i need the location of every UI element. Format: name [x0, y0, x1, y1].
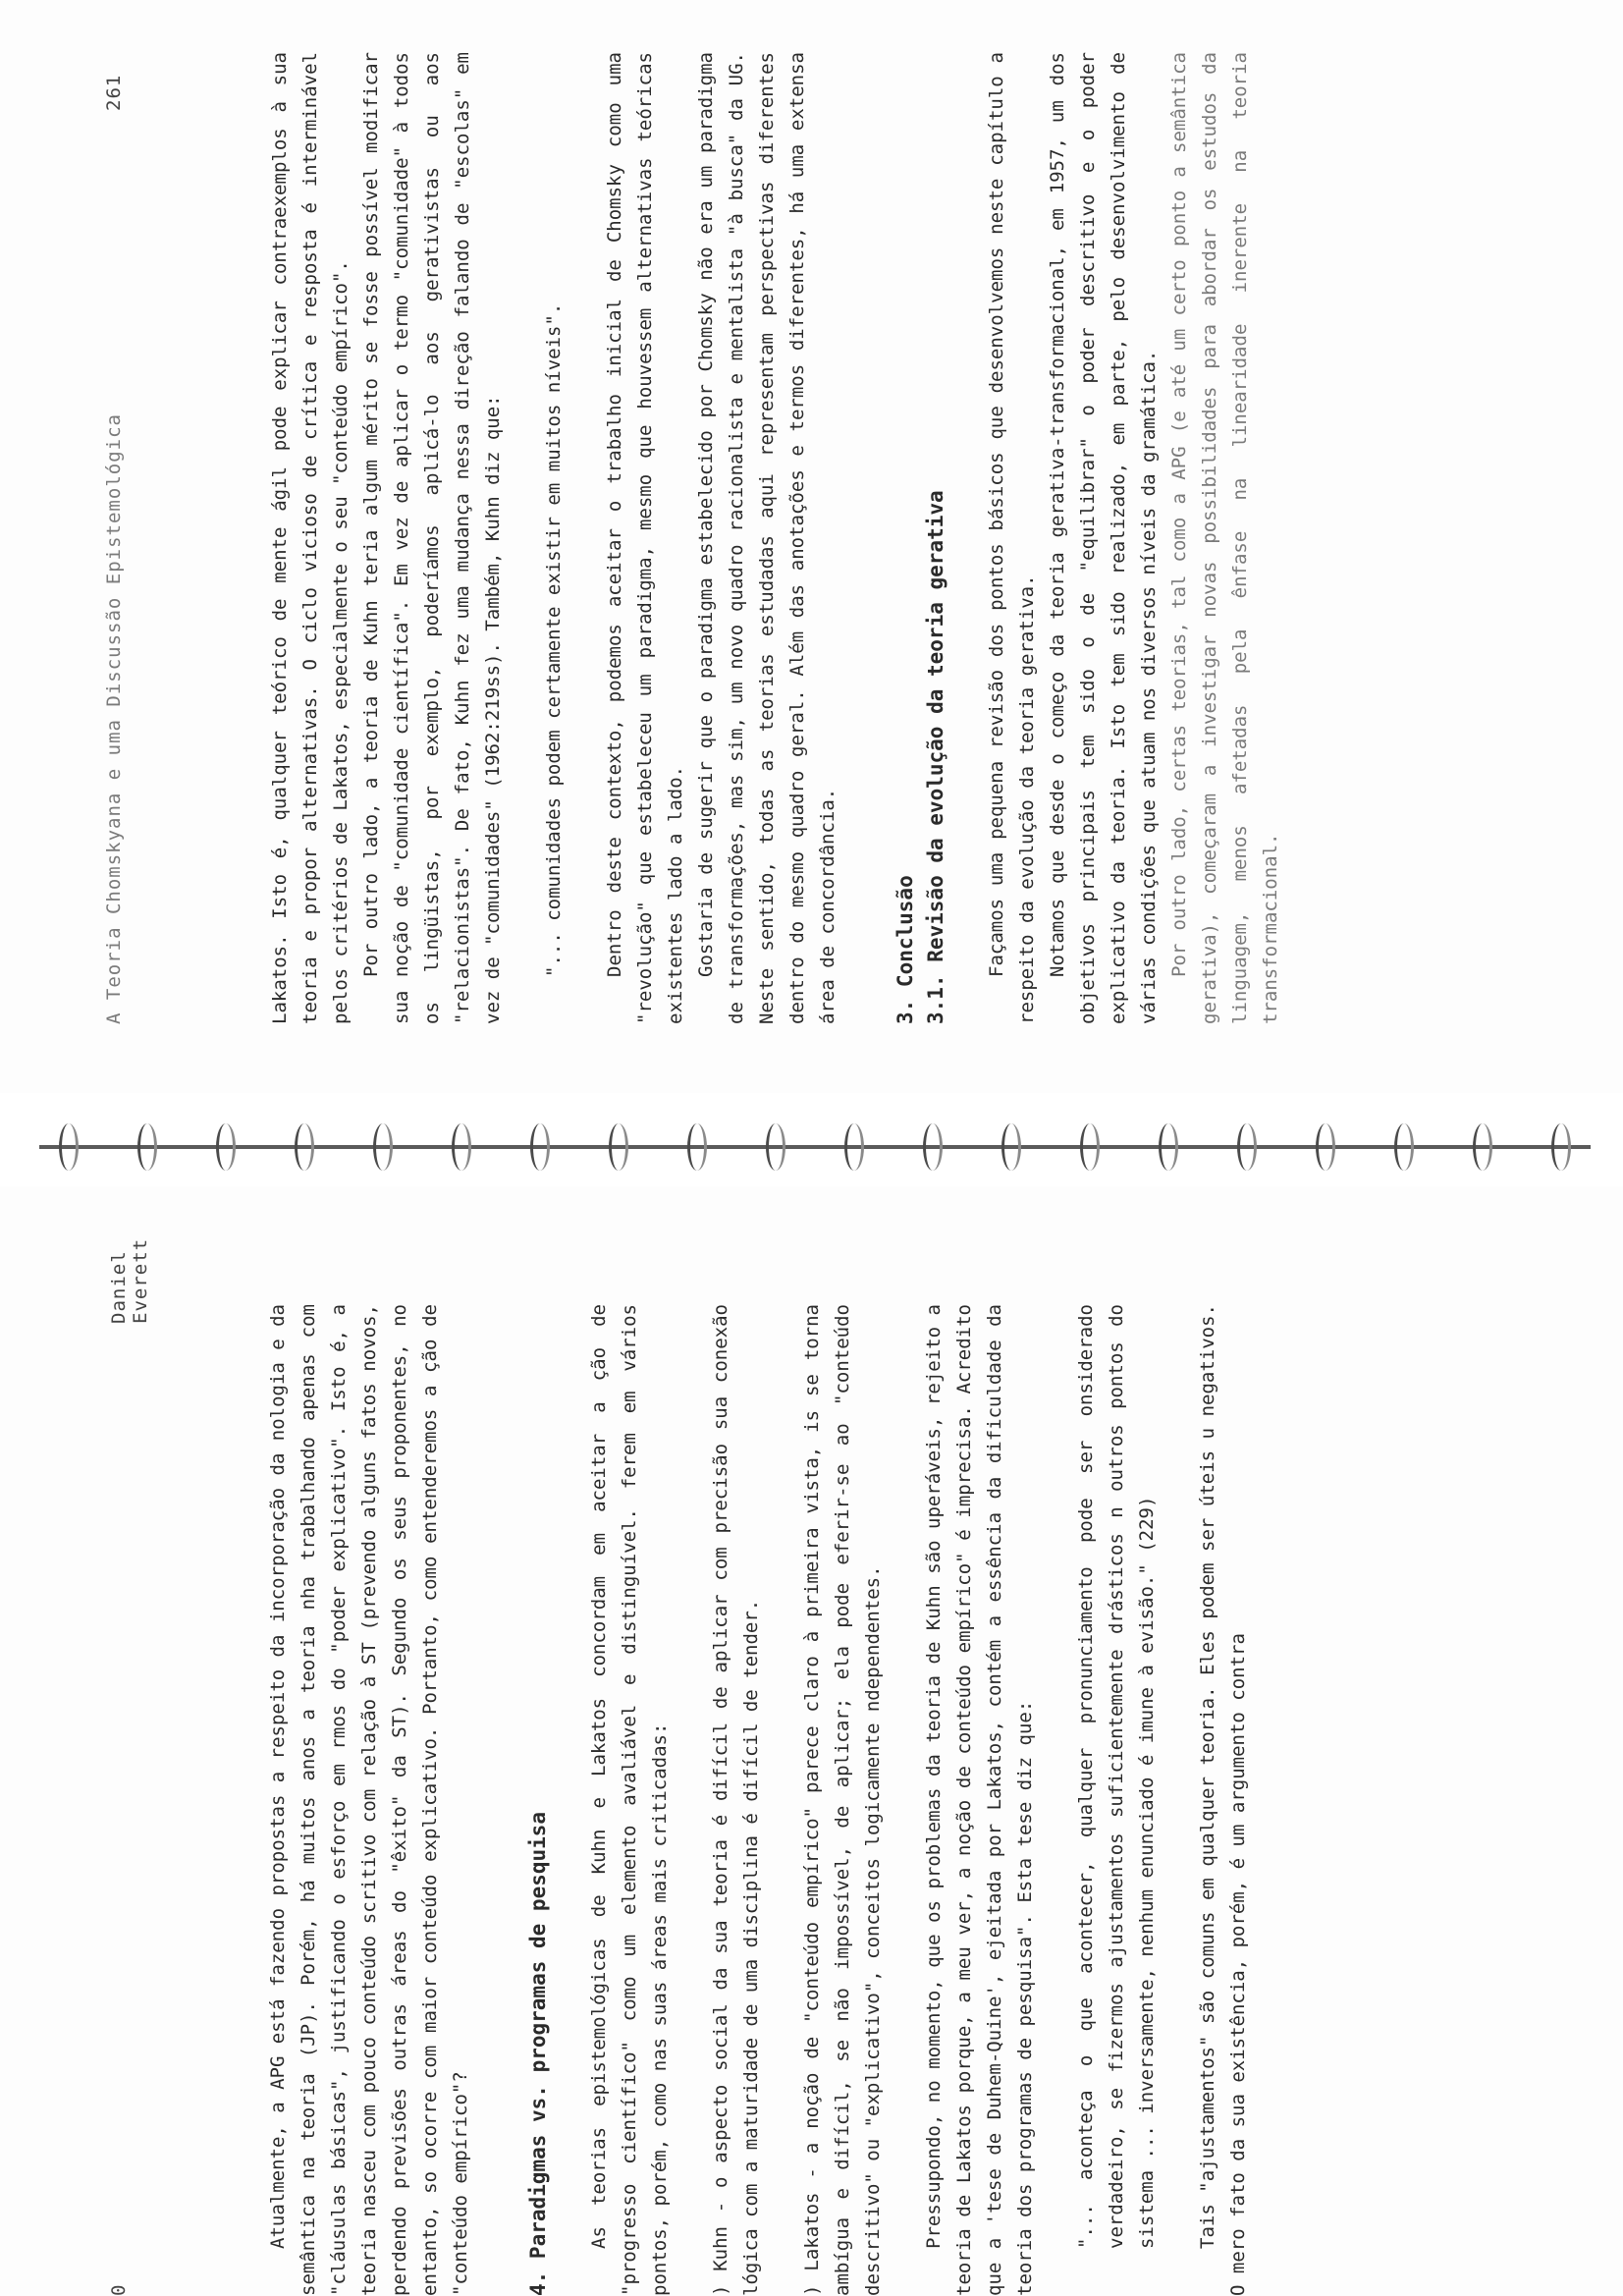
- binding-ring: [923, 1123, 943, 1171]
- paragraph-section-intro: As teorias epistemológicas de Kuhn e Lakatos concordam em aceitar a ção de "progresso científico" como um elemento avaliável e distinguível. ferem em vários pontos, porém, como nas suas áreas mais criticadas:: [588, 1304, 671, 2296]
- binding-spine: [39, 1145, 1591, 1149]
- binding-ring: [1394, 1123, 1414, 1171]
- right-page: [0, 0, 1623, 1093]
- binding-ring: [452, 1123, 471, 1171]
- heading-conclusao: 3. Conclusão: [893, 875, 917, 1024]
- binding-ring: [1551, 1123, 1571, 1171]
- right-running-head: A Teoria Chomskyana e uma Discussão Epistemológica: [103, 413, 125, 1024]
- binding-ring: [1159, 1123, 1178, 1171]
- binding-ring: [1316, 1123, 1335, 1171]
- list-item-lakatos: ) Lakatos - a noção de "conteúdo empírico" parece claro à primeira vista, is se torna ambígua e difícil, se não impossível, de aplicar; ela pode eferir-se ao "conteúdo descritivo" ou "explicativo", conceitos logicamente ndependentes.: [801, 1304, 884, 2296]
- paragraph-sugerir: Gostaria de sugerir que o paradigma estabelecido por Chomsky não era um paradigma de transformações, mas sim, um novo quadro racionalista e mentalista "à busca" da UG. Neste sentido, todas as teorias estudadas aqui representam perspectivas diferentes dentro do mesmo quadro geral. Além das anotações e termos diferentes, há uma extensa área de concordância.: [695, 52, 839, 1024]
- left-text-column: [263, 1304, 1254, 2296]
- left-running-head: Daniel Everett: [108, 1237, 151, 1324]
- binding-ring: [1080, 1123, 1100, 1171]
- binding-ring: [1237, 1123, 1257, 1171]
- left-page: [0, 1186, 1623, 2296]
- binding-ring: [766, 1123, 785, 1171]
- right-text-column: [265, 52, 1286, 1024]
- paragraph-ajustamentos: Tais "ajustamentos" são comuns em qualquer teoria. Eles podem ser úteis u negativos. O mero fato da sua existência, porém, é um argumento contra: [1197, 1304, 1249, 2296]
- binding-ring: [295, 1123, 314, 1171]
- heading-revisao: 3.1. Revisão da evolução da teoria gerativa: [924, 490, 947, 1024]
- binding-ring: [609, 1123, 628, 1171]
- paragraph-revisao: Façamos uma pequena revisão dos pontos básicos que desenvolvemos neste capítulo a respeito da evolução da teoria gerativa.: [986, 52, 1038, 1024]
- paragraph-contexto: Dentro deste contexto, podemos aceitar o trabalho inicial de Chomsky como uma "revolução" que estabeleceu um paradigma, mesmo que houvessem alternativas teóricas existentes lado a lado.: [604, 52, 686, 1024]
- paragraph-kuhn: Por outro lado, a teoria de Kuhn teria algum mérito se fosse possível modificar sua noção de "comunidade científica". Em vez de aplicar o termo "comunidade" à todos os lingüistas, por exemplo, poderíamos aplicá-lo aos gerativistas ou aos "relacionistas". De fato, Kuhn fez uma mudança nessa direção falando de "escolas" em vez de "comunidades" (1962:219ss). Também, Kuhn diz que:: [360, 52, 504, 1024]
- right-page-number: 261: [103, 74, 125, 111]
- binding-ring: [216, 1123, 236, 1171]
- paragraph-notamos: Notamos que desde o começo da teoria gerativa-transformacional, em 1957, um dos objetivos principais tem sido o de "equilibrar" o poder descritivo e o poder explicativo da teoria. Isto tem sido realizado, em parte, pelo desenvolvimento de várias condições que atuam nos diversos níveis da gramática.: [1047, 52, 1160, 1024]
- paragraph-apg: Atualmente, a APG está fazendo propostas a respeito da incorporação da nologia e da semântica na teoria (JP). Porém, há muitos anos a teoria nha trabalhando apenas com "cláusulas básicas", justificando o esforço em rmos do "poder explicativo". Isto é, a teoria nasceu com pouco conteúdo scritivo com relação à ST (prevendo alguns fatos novos, perdendo previsões outras áreas do "êxito" da ST). Segundo os seus proponentes, no entanto, so ocorre com maior conteúdo explicativo. Portanto, como entenderemos a ção de "conteúdo empírico"?: [267, 1304, 471, 2296]
- list-item-kuhn: ) Kuhn - o aspecto social da sua teoria é difícil de aplicar com precisão sua conexão lógica com a maturidade de uma disciplina é difícil de tender.: [710, 1304, 762, 2296]
- binding-ring: [137, 1123, 157, 1171]
- spiral-binding: [39, 1118, 1591, 1176]
- paragraph-lakatos: Lakatos. Isto é, qualquer teórico de mente ágil pode explicar contraexemplos à sua teoria e propor alternativas. O ciclo vicioso de crítica e resposta é interminável pelos critérios de Lakatos, especialmente o seu "conteúdo empírico".: [269, 52, 352, 1024]
- quote-comunidades: "... comunidades podem certamente existir em muitos níveis".: [543, 302, 565, 977]
- binding-ring: [1001, 1123, 1021, 1171]
- binding-ring: [687, 1123, 707, 1171]
- quote-duhem-quine: "... aconteça o que acontecer, qualquer pronunciamento pode ser onsiderado verdadeiro, se fizermos ajustamentos suficientemente drásticos n outros pontos do sistema ... inversamente, nenhum enunciado é imune à evisão." (229): [1075, 1304, 1158, 2249]
- binding-ring: [59, 1123, 79, 1171]
- binding-ring: [373, 1123, 393, 1171]
- left-page-number: 0: [108, 2283, 130, 2296]
- binding-ring: [1473, 1123, 1492, 1171]
- binding-ring: [530, 1123, 550, 1171]
- binding-ring: [844, 1123, 864, 1171]
- section-heading-paradigmas: 4. Paradigmas vs. programas de pesquisa: [526, 1811, 550, 2296]
- paragraph-outro-lado: Por outro lado, certas teorias, tal como a APG (e até um certo ponto a semântica gerativa), começaram a investigar novas possibilidades para abordar os estudos da linguagem, menos afetadas pela ênfase na linearidade inerente na teoria transformacional.: [1168, 52, 1281, 1024]
- paragraph-pressupondo: Pressupondo, no momento, que os problemas da teoria de Kuhn são uperáveis, rejeito a teoria de Lakatos porque, a meu ver, a noção de conteúdo empírico" é imprecisa. Acredito que a 'tese de Duhem-Quine', ejeitada por Lakatos, contém a essência da dificuldade da teoria dos programas de pesquisa". Esta tese diz que:: [923, 1304, 1036, 2296]
